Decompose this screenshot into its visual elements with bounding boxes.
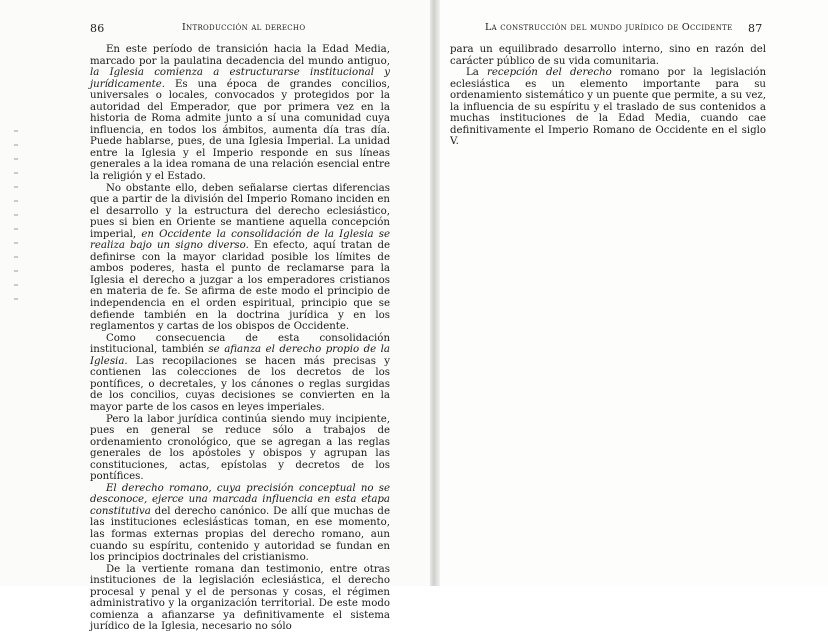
text-run: para un equilibrado desarrollo interno, sino en razón del carácter público de su vida comunitaria. — [450, 44, 766, 67]
right-page-number: 87 — [748, 22, 763, 35]
right-page — [440, 0, 828, 586]
book-gutter — [430, 0, 440, 586]
text-run: Como consecuencia de esta consolidación institucional, también — [90, 332, 390, 356]
text-run: romano por la legislación eclesiástica es un elemento importante para su ordenamiento sistemático y un puente que permite, a su vez, la influencia de su espíritu y el traslado de sus contenidos a muchas instituciones de la Edad Media, cuando cae definitivamente el Imperio Romano de Occidente en el siglo V. — [450, 67, 767, 148]
text-run: En efecto, aquí tratan de definirse con la mayor claridad posible los límites de ambos poderes, hasta el punto de reclamarse para la Iglesia el derecho a juzgar a los emperadores cristianos en materia de fe. Se afirma de este modo el principio de independencia en el orden espiritual, principio que se defiende también en la doctrina jurídica y en los reglamentos y cartas de los obispos de Occidente. — [90, 240, 391, 333]
text-run: Pero la labor jurídica continúa siendo muy incipiente, pues en general se reduce sólo a trabajos de ordenamiento cronológico, que se agregan a las reglas generales de los apóstoles y obispos y agrupan las constituciones, actas, epístolas y decretos de los pontífices. — [90, 413, 390, 483]
paragraph — [90, 44, 390, 183]
paragraph — [90, 483, 390, 564]
text-run: La — [466, 67, 487, 79]
right-running-title: La construcción del mundo jurídico de Occidente — [485, 22, 733, 33]
italic-text: la Iglesia comienza a estructurarse institucional y jurídicamente. — [90, 67, 390, 90]
text-run: del derecho canónico. De allí que muchas de las instituciones eclesiásticas toman, en ese momento, las formas externas propias del derecho romano, aun cuando su espíritu, contenido y autoridad se fundan en los principios doctrinales del cristianismo. — [90, 505, 390, 564]
left-running-title: Introducción al derecho — [182, 22, 306, 33]
paragraph — [450, 44, 766, 67]
italic-text: recepción del derecho — [487, 67, 612, 79]
text-run: Las recopilaciones se hacen más precisas y contienen las colecciones de los decretos de los pontífices, o decretales, y los cánones o reglas surgidas de los concilios, cuyas decisiones se convierten en la mayor parte de los casos en leyes imperiales. — [90, 355, 390, 413]
paragraph — [90, 333, 390, 414]
italic-text: se afianza el derecho propio de la Iglesia. — [90, 344, 390, 367]
paragraph — [90, 564, 390, 633]
left-body-text — [90, 44, 390, 633]
paragraph — [90, 414, 390, 483]
italic-text: en Occidente la consolidación de la Iglesia se realiza bajo un signo diverso. — [90, 228, 390, 252]
text-run: No obstante ello, deben señalarse ciertas diferencias que a partir de la división del Imperio Romano inciden en el desarrollo y la estructura del derecho eclesiástico, pues si bien en Oriente se mantiene aquella concepción imperial, — [90, 182, 390, 240]
scan-artifact — [14, 130, 18, 310]
italic-text: El derecho romano, cuya precisión conceptual no se desconoce, ejerce una marcada influencia en esta etapa constitutiva — [90, 482, 390, 517]
right-body-text — [450, 44, 766, 148]
paragraph — [90, 183, 390, 333]
paragraph — [450, 67, 766, 148]
text-run: Es una época de grandes concilios, universales o locales, convocados y protegidos por la autoridad del Emperador, que por primera vez en la historia de Roma admite junto a sí una comunidad cuya influencia, en todos los ámbitos, aumenta día tras día. Puede hablarse, pues, de una Iglesia Imperial. La unidad entre la Iglesia y el Imperio responde en sus líneas generales a la idea romana de una relación esencial entre la religión y el Estado. — [90, 78, 390, 183]
text-run: En este período de transición hacia la Edad Media, marcado por la paulatina decadencia del mundo antiguo, — [90, 44, 390, 67]
left-page-number: 86 — [90, 22, 105, 35]
text-run: De la vertiente romana dan testimonio, entre otras instituciones de la legislación eclesiástica, el derecho procesal y penal y el de personas y cosas, el régimen administrativo y la organización territorial. De este modo comienza a afianzarse ya definitivamente el sistema jurídico de la Iglesia, necesario no sólo — [90, 563, 390, 633]
